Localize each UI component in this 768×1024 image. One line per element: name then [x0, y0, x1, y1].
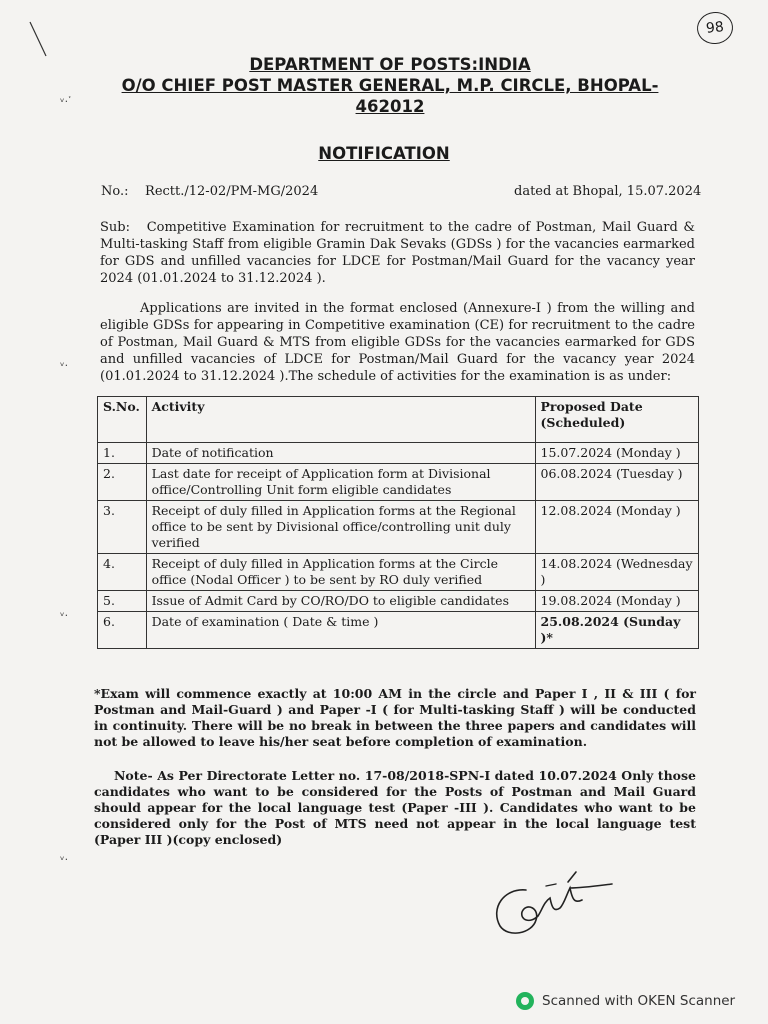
subject-text: Competitive Examination for recruitment to the cadre of Postman, Mail Guard & Multi-tasking Staff from eligible Gramin Dak Sevaks (GDSs ) for the vacancies earmarked for GDS and unfilled vacancies for LDCE for Postman/Mail Guard for the vacancy year 2024 (01.01.2024 to 31.12.2024 ). [100, 220, 695, 286]
table-row [98, 464, 699, 501]
row-activity: Issue of Admit Card by CO/RO/DO to eligible candidates [146, 591, 535, 612]
margin-mark: ᵥ. [60, 356, 69, 369]
table-row [98, 443, 699, 464]
intro-paragraph: Applications are invited in the format enclosed (Annexure-I ) from the willing and eligible GDSs for appearing in Competitive examination (CE) for recruitment to the cadre of Postman, Mail Guard & MTS from eligible GDSs for the vacancies earmarked for GDS and unfilled vacancies of LDCE for Postman/Mail Guard for the vacancy year 2024 (01.01.2024 to 31.12.2024 ).The schedule of activities for the examination is as under: [100, 301, 695, 384]
signature [486, 868, 616, 940]
row-sno: 1. [98, 443, 147, 464]
table-row [98, 554, 699, 591]
page-number-stamp: 98 [695, 10, 734, 46]
row-sno: 2. [98, 464, 147, 501]
row-date: 14.08.2024 (Wednesday ) [535, 554, 699, 591]
reference-date: dated at Bhopal, 15.07.2024 [514, 184, 702, 199]
reference-number [101, 184, 318, 199]
row-date: 15.07.2024 (Monday ) [535, 443, 699, 464]
row-sno: 4. [98, 554, 147, 591]
scan-mark [26, 20, 50, 60]
row-date: 12.08.2024 (Monday ) [535, 501, 699, 554]
scanner-label: Scanned with OKEN Scanner [542, 993, 736, 1009]
exam-footnote: *Exam will commence exactly at 10:00 AM in the circle and Paper I , II & III ( for Postman and Mail-Guard ) and Paper -I ( for Multi-tasking Staff ) will be conducted in continuity. There will be no break in between the three papers and candidates will not be allowed to leave his/her seat before completion of examination. [94, 686, 696, 749]
table-row [98, 501, 699, 554]
scanner-logo-icon [516, 992, 534, 1010]
scanner-watermark [516, 990, 735, 1012]
header-activity: Activity [146, 397, 535, 443]
reference-number-label: No.: [101, 184, 129, 199]
subject-paragraph [100, 219, 695, 287]
row-date: 19.08.2024 (Monday ) [535, 591, 699, 612]
row-sno: 3. [98, 501, 147, 554]
row-date: 25.08.2024 (Sunday )* [535, 612, 699, 649]
table-row [98, 612, 699, 649]
header-proposed-date: Proposed Date (Scheduled) [535, 397, 699, 443]
letterhead [60, 54, 720, 117]
table-row [98, 591, 699, 612]
row-activity: Last date for receipt of Application form at Divisional office/Controlling Unit form eligible candidates [146, 464, 535, 501]
directorate-note: Note- As Per Directorate Letter no. 17-08/2018-SPN-I dated 10.07.2024 Only those candidates who want to be considered for the Posts of Postman and Mail Guard should appear for the local language test (Paper -III ). Candidates who want to be considered only for the Post of MTS need not appear in the local language test (Paper III )(copy enclosed) [94, 768, 696, 847]
schedule-table [97, 396, 699, 649]
row-sno: 6. [98, 612, 147, 649]
row-date: 06.08.2024 (Tuesday ) [535, 464, 699, 501]
letterhead-line-2: O/O CHIEF POST MASTER GENERAL, M.P. CIRCLE, BHOPAL- [121, 76, 659, 95]
row-activity: Receipt of duly filled in Application forms at the Circle office (Nodal Officer ) to be sent by RO duly verified [146, 554, 535, 591]
row-sno: 5. [98, 591, 147, 612]
margin-mark: ᵥ. [60, 606, 69, 619]
row-activity: Date of examination ( Date & time ) [146, 612, 535, 649]
table-header-row [98, 397, 699, 443]
notification-title: NOTIFICATION [318, 144, 450, 163]
row-activity: Date of notification [146, 443, 535, 464]
header-sno: S.No. [98, 397, 147, 443]
letterhead-line-1: DEPARTMENT OF POSTS:INDIA [249, 55, 531, 74]
margin-mark: ᵥ.ˑ [60, 92, 72, 105]
subject-label: Sub: [100, 220, 130, 235]
letterhead-line-3: 462012 [355, 97, 425, 116]
margin-mark: ᵥ. [60, 850, 69, 863]
row-activity: Receipt of duly filled in Application forms at the Regional office to be sent by Divisional office/controlling unit duly verified [146, 501, 535, 554]
reference-number-value: Rectt./12-02/PM-MG/2024 [145, 184, 319, 199]
